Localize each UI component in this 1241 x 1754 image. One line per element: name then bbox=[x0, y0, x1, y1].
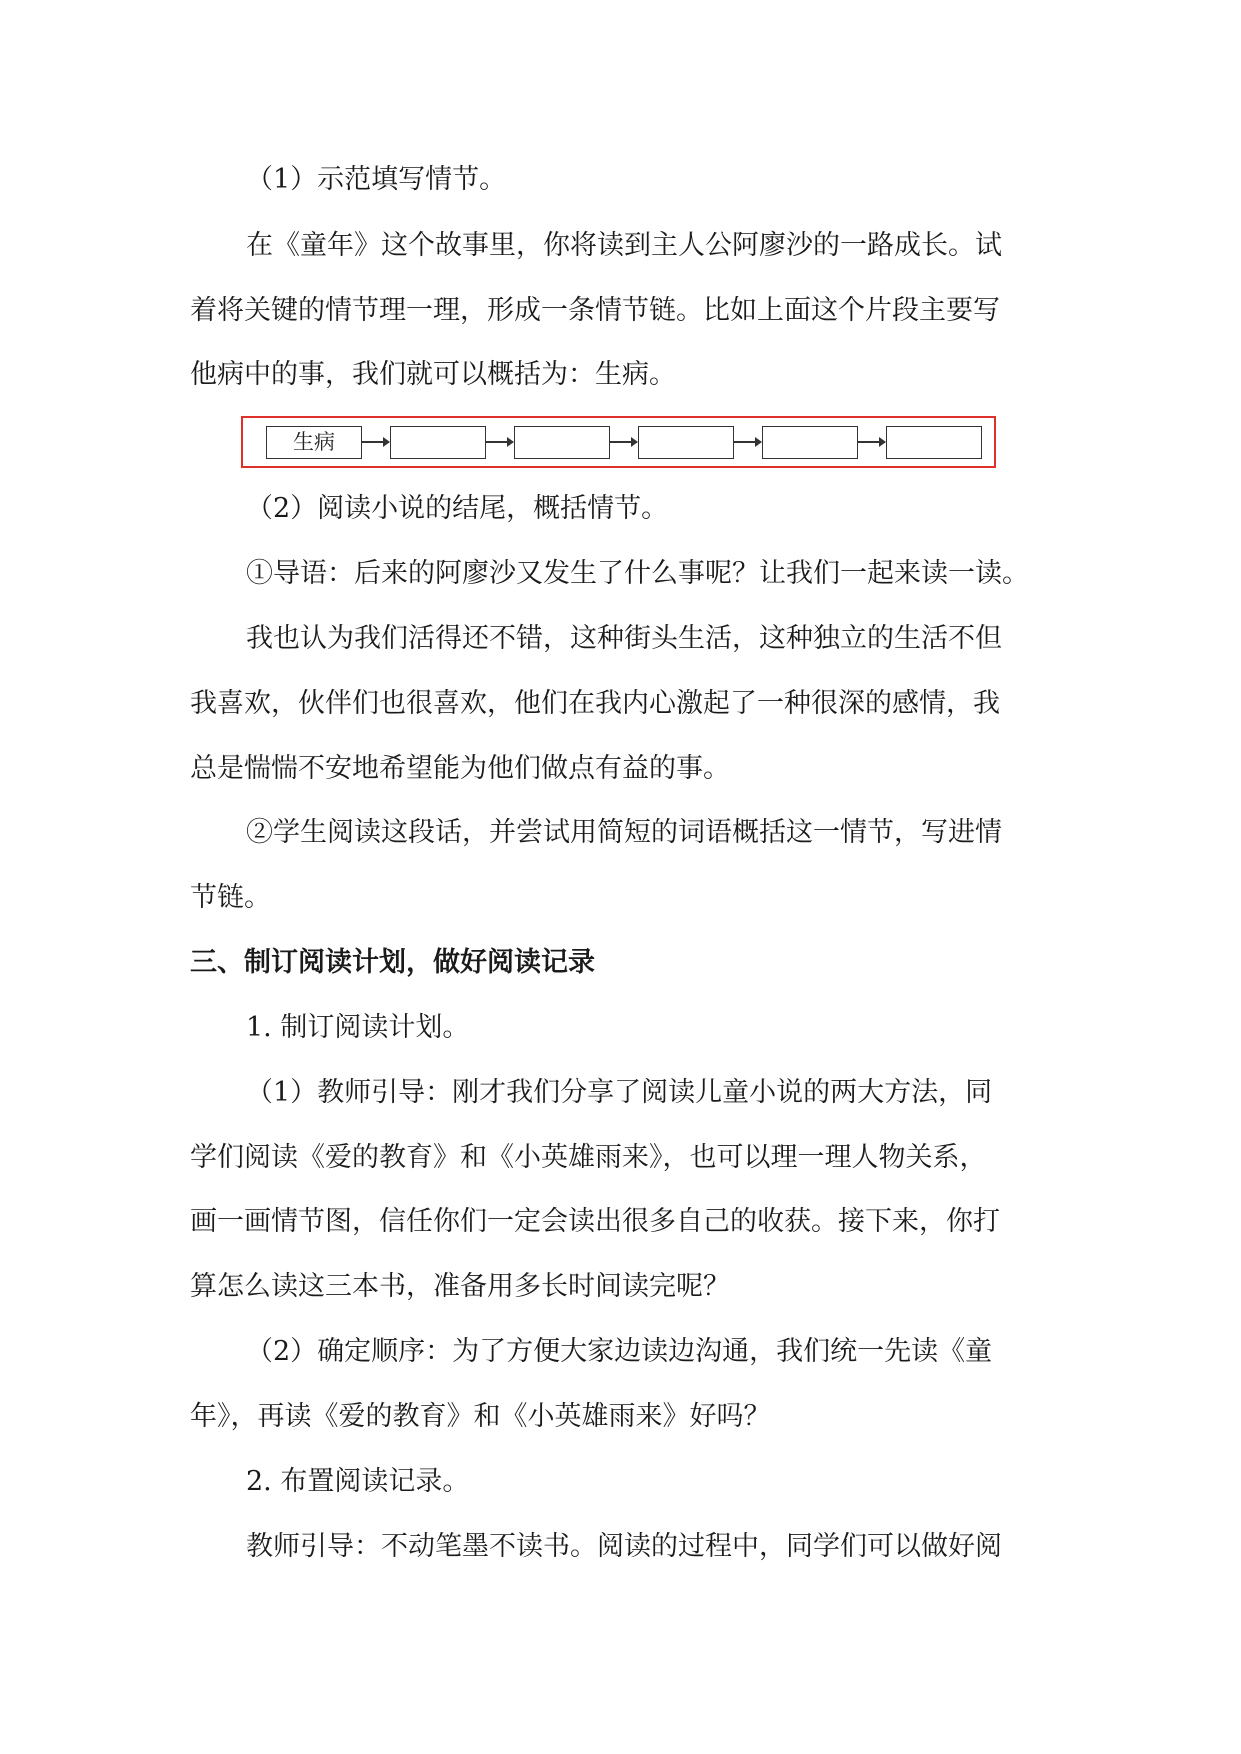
paragraph-line: ①导语：后来的阿廖沙又发生了什么事呢？让我们一起来读一读。 bbox=[246, 558, 1029, 589]
paragraph-line: 节链。 bbox=[190, 882, 271, 913]
paragraph-line: 着将关键的情节理一理，形成一条情节链。比如上面这个片段主要写 bbox=[190, 295, 1000, 326]
plot-chain-arrow bbox=[362, 441, 388, 443]
plot-chain-box-5 bbox=[762, 426, 858, 459]
paragraph-line: 教师引导：不动笔墨不读书。阅读的过程中，同学们可以做好阅 bbox=[246, 1531, 1002, 1562]
paragraph-line: 在《童年》这个故事里，你将读到主人公阿廖沙的一路成长。试 bbox=[246, 230, 1002, 261]
plot-chain-arrow bbox=[486, 441, 512, 443]
paragraph-line: 1. 制订阅读计划。 bbox=[246, 1012, 470, 1043]
plot-chain-box-4 bbox=[638, 426, 734, 459]
paragraph-line: （1）教师引导：刚才我们分享了阅读儿童小说的两大方法，同 bbox=[246, 1077, 993, 1108]
plot-chain-box-6 bbox=[886, 426, 982, 459]
paragraph-line: 我也认为我们活得还不错，这种街头生活，这种独立的生活不但 bbox=[246, 623, 1002, 654]
paragraph-line: ②学生阅读这段话，并尝试用简短的词语概括这一情节，写进情 bbox=[246, 817, 1002, 848]
paragraph-line: 总是惴惴不安地希望能为他们做点有益的事。 bbox=[190, 753, 730, 784]
paragraph-line: 我喜欢，伙伴们也很喜欢，他们在我内心激起了一种很深的感情，我 bbox=[190, 688, 1000, 719]
paragraph-line: 2. 布置阅读记录。 bbox=[246, 1466, 470, 1497]
paragraph-line: 学们阅读《爱的教育》和《小英雄雨来》，也可以理一理人物关系， bbox=[190, 1142, 987, 1173]
paragraph-step-2: （2）阅读小说的结尾，概括情节。 bbox=[246, 493, 669, 524]
plot-chain-arrow bbox=[858, 441, 884, 443]
paragraph-step-1: （1）示范填写情节。 bbox=[246, 164, 507, 195]
plot-chain-arrow bbox=[734, 441, 760, 443]
plot-chain-box-2 bbox=[390, 426, 486, 459]
plot-chain-box-3 bbox=[514, 426, 610, 459]
paragraph-line: 年》，再读《爱的教育》和《小英雄雨来》好吗？ bbox=[190, 1401, 771, 1432]
section-heading: 三、制订阅读计划，做好阅读记录 bbox=[190, 947, 595, 978]
paragraph-line: 算怎么读这三本书，准备用多长时间读完呢？ bbox=[190, 1271, 730, 1302]
paragraph-line: （2）确定顺序：为了方便大家边读边沟通，我们统一先读《童 bbox=[246, 1336, 993, 1367]
plot-chain-box-1: 生病 bbox=[266, 426, 362, 459]
plot-chain-arrow bbox=[610, 441, 636, 443]
paragraph-line: 他病中的事，我们就可以概括为：生病。 bbox=[190, 359, 676, 390]
paragraph-line: 画一画情节图，信任你们一定会读出很多自己的收获。接下来，你打 bbox=[190, 1206, 1000, 1237]
